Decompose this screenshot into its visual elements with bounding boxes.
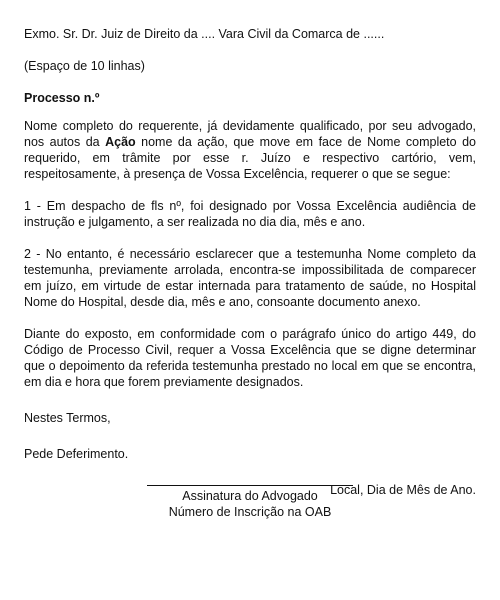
signature-name: Assinatura do Advogado [182,489,318,503]
process-number-label: Processo n.º [24,91,100,105]
paragraph-intro-end: nome da ação, que move em face de Nome completo do requerido, em trâmite por esse r. Juízo e respectivo cartório, vem, respeitosamente, à presença de Vossa Excelência, requerer o que se segue: [24,135,476,181]
place-and-date: Local, Dia de Mês de Ano. [330,483,476,497]
closing-terms: Nestes Termos, [24,411,111,425]
closing-request: Pede Deferimento. [24,447,129,461]
paragraph-request: Diante do exposto, em conformidade com o parágrafo único do artigo 449, do Código de Processo Civil, requer a Vossa Excelência que se digne determinar que o depoimento da referida testemunha prestado no local em que se encontra, em dia e hora que forem previamente designados. [24,327,476,389]
space-note: (Espaço de 10 linhas) [24,59,145,73]
action-label: Ação [105,135,136,149]
oab-number-label: Número de Inscrição na OAB [168,505,332,519]
signature-block [147,485,353,520]
paragraph-item-1: 1 - Em despacho de fls nº, foi designado por Vossa Excelência audiência de instrução e julgamento, a ser realizada no dia dia, mês e ano. [24,199,476,229]
addressee-header: Exmo. Sr. Dr. Juiz de Direito da .... Vara Civil da Comarca de ...... [24,27,385,41]
paragraph-item-2: 2 - No entanto, é necessário esclarecer que a testemunha Nome completo da testemunha, previamente arrolada, encontra-se impossibilitada de comparecer em juízo, em virtude de estar internada para tratamento de saúde, no Hospital Nome do Hospital, desde dia, mês e ano, consoante documento anexo. [24,247,476,309]
paragraph-intro [24,118,476,182]
signature-line [147,485,353,486]
paragraph-intro-start: Nome completo do requerente, já devidamente qualificado, por seu advogado, nos autos da [24,119,476,149]
